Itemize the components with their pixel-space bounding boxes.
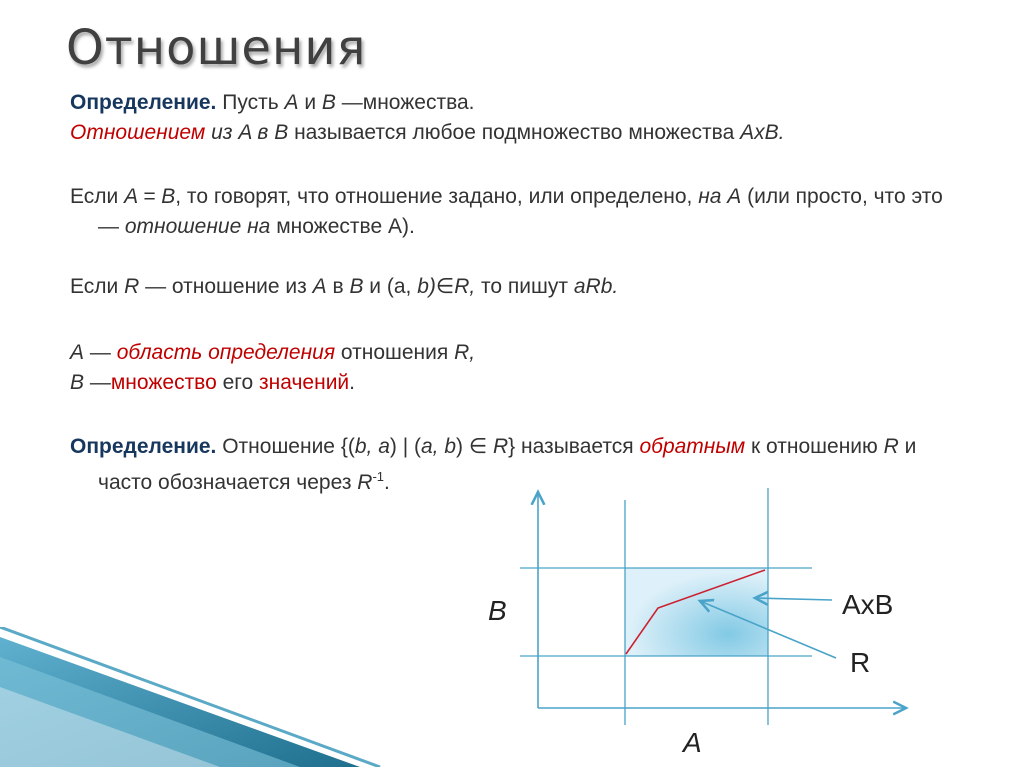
- paragraph-domain-range: [70, 338, 950, 398]
- label-A: A: [683, 727, 702, 758]
- corner-decoration: [0, 627, 420, 767]
- term-set: множество: [110, 371, 217, 394]
- cartesian-product-diagram: [470, 480, 940, 767]
- paragraph-relation-on-set: Если A = B, то говорят, что отношение задано, или определено, на A (или просто, что это — отношение на множестве А).: [70, 185, 943, 238]
- term-values: значений: [259, 371, 350, 394]
- slide-title: Отношения: [66, 20, 367, 76]
- label-AxB: AxB: [842, 589, 894, 620]
- label-R: R: [850, 647, 871, 678]
- paragraph-domain: A — область определения отношения R,: [70, 341, 476, 364]
- product-region-AxB: [625, 568, 768, 656]
- term-relation: Отношением: [70, 121, 206, 144]
- paragraph-range: B —множество его значений.: [70, 371, 355, 394]
- paragraph-relation-definition: Отношением из A в B называется любое подмножество множества AxB.: [70, 121, 785, 144]
- label-B: B: [488, 595, 507, 626]
- paragraph-inverse-definition: Определение. Отношение {(b, a) | (a, b) ∈ R} называется обратным к отношению R и часто обозначается через $R^{-1}$.: [70, 435, 917, 494]
- term-inverse: обратным: [639, 435, 746, 458]
- paragraph-definition: Определение. Пусть A и B —множества.: [70, 91, 475, 114]
- definition-block-1: [70, 88, 950, 148]
- term-domain: область определения: [116, 341, 336, 364]
- paragraph-notation: Если R — отношение из A в B и (a, b)∈R, то пишут aRb.: [70, 275, 619, 298]
- definition-label-2: Определение.: [70, 435, 217, 458]
- definition-label: Определение.: [70, 91, 217, 114]
